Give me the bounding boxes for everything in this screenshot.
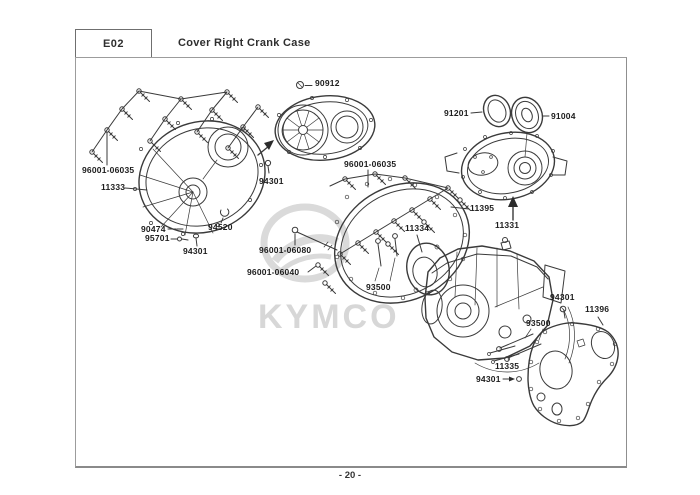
screw-90912-icon (297, 82, 313, 89)
o-ring-91201-drawing (471, 91, 515, 130)
part-label-11333: 11333 (101, 182, 126, 192)
gasket-11396-drawing (528, 317, 619, 426)
part-label-11395: 11395 (470, 203, 495, 213)
kick-cover-drawing (272, 91, 378, 165)
part-label-96001-06035-left: 96001-06035 (82, 165, 135, 175)
watermark-text: KYMCO (258, 298, 400, 336)
bearing-91004-drawing (506, 93, 549, 138)
part-label-11396: 11396 (585, 304, 610, 314)
part-label-95701: 95701 (145, 233, 170, 243)
plate-11334-drawing (402, 235, 454, 299)
screw-94301-bottom-icon (503, 377, 521, 382)
part-label-91201: 91201 (444, 108, 469, 118)
part-label-91004: 91004 (551, 111, 576, 121)
part-label-90474: 90474 (141, 224, 166, 234)
bolt-group-93500-right (497, 329, 543, 361)
part-label-94520: 94520 (208, 222, 233, 232)
screw-94301-left-icon (193, 234, 198, 246)
page-number: - 20 - (338, 470, 362, 481)
part-label-94301-right: 94301 (550, 292, 575, 302)
section-code: E02 (102, 38, 125, 50)
part-label-90912: 90912 (315, 78, 340, 88)
clip-94520-icon (220, 209, 228, 223)
part-label-93500-left: 93500 (366, 282, 391, 292)
part-label-11334: 11334 (405, 223, 430, 233)
part-label-94301-bottom: 94301 (476, 374, 501, 384)
right-cover-drawing (445, 124, 567, 208)
parts-diagram (75, 57, 626, 466)
screw-94301-center-icon (265, 160, 270, 173)
part-label-96001-06040: 96001-06040 (247, 267, 300, 277)
part-label-93500-right: 93500 (526, 318, 551, 328)
part-label-94301-center: 94301 (259, 176, 284, 186)
part-label-11331: 11331 (495, 220, 520, 230)
part-label-94301-left: 94301 (183, 246, 208, 256)
section-code-box (75, 29, 152, 59)
page-title: Cover Right Crank Case (178, 37, 311, 49)
part-label-96001-06035-center: 96001-06035 (344, 159, 397, 169)
ne-arrow-icon (258, 140, 274, 155)
part-label-11335: 11335 (495, 361, 520, 371)
bolt-group-93500-left (375, 234, 397, 281)
part-label-96001-06080: 96001-06080 (259, 245, 312, 255)
